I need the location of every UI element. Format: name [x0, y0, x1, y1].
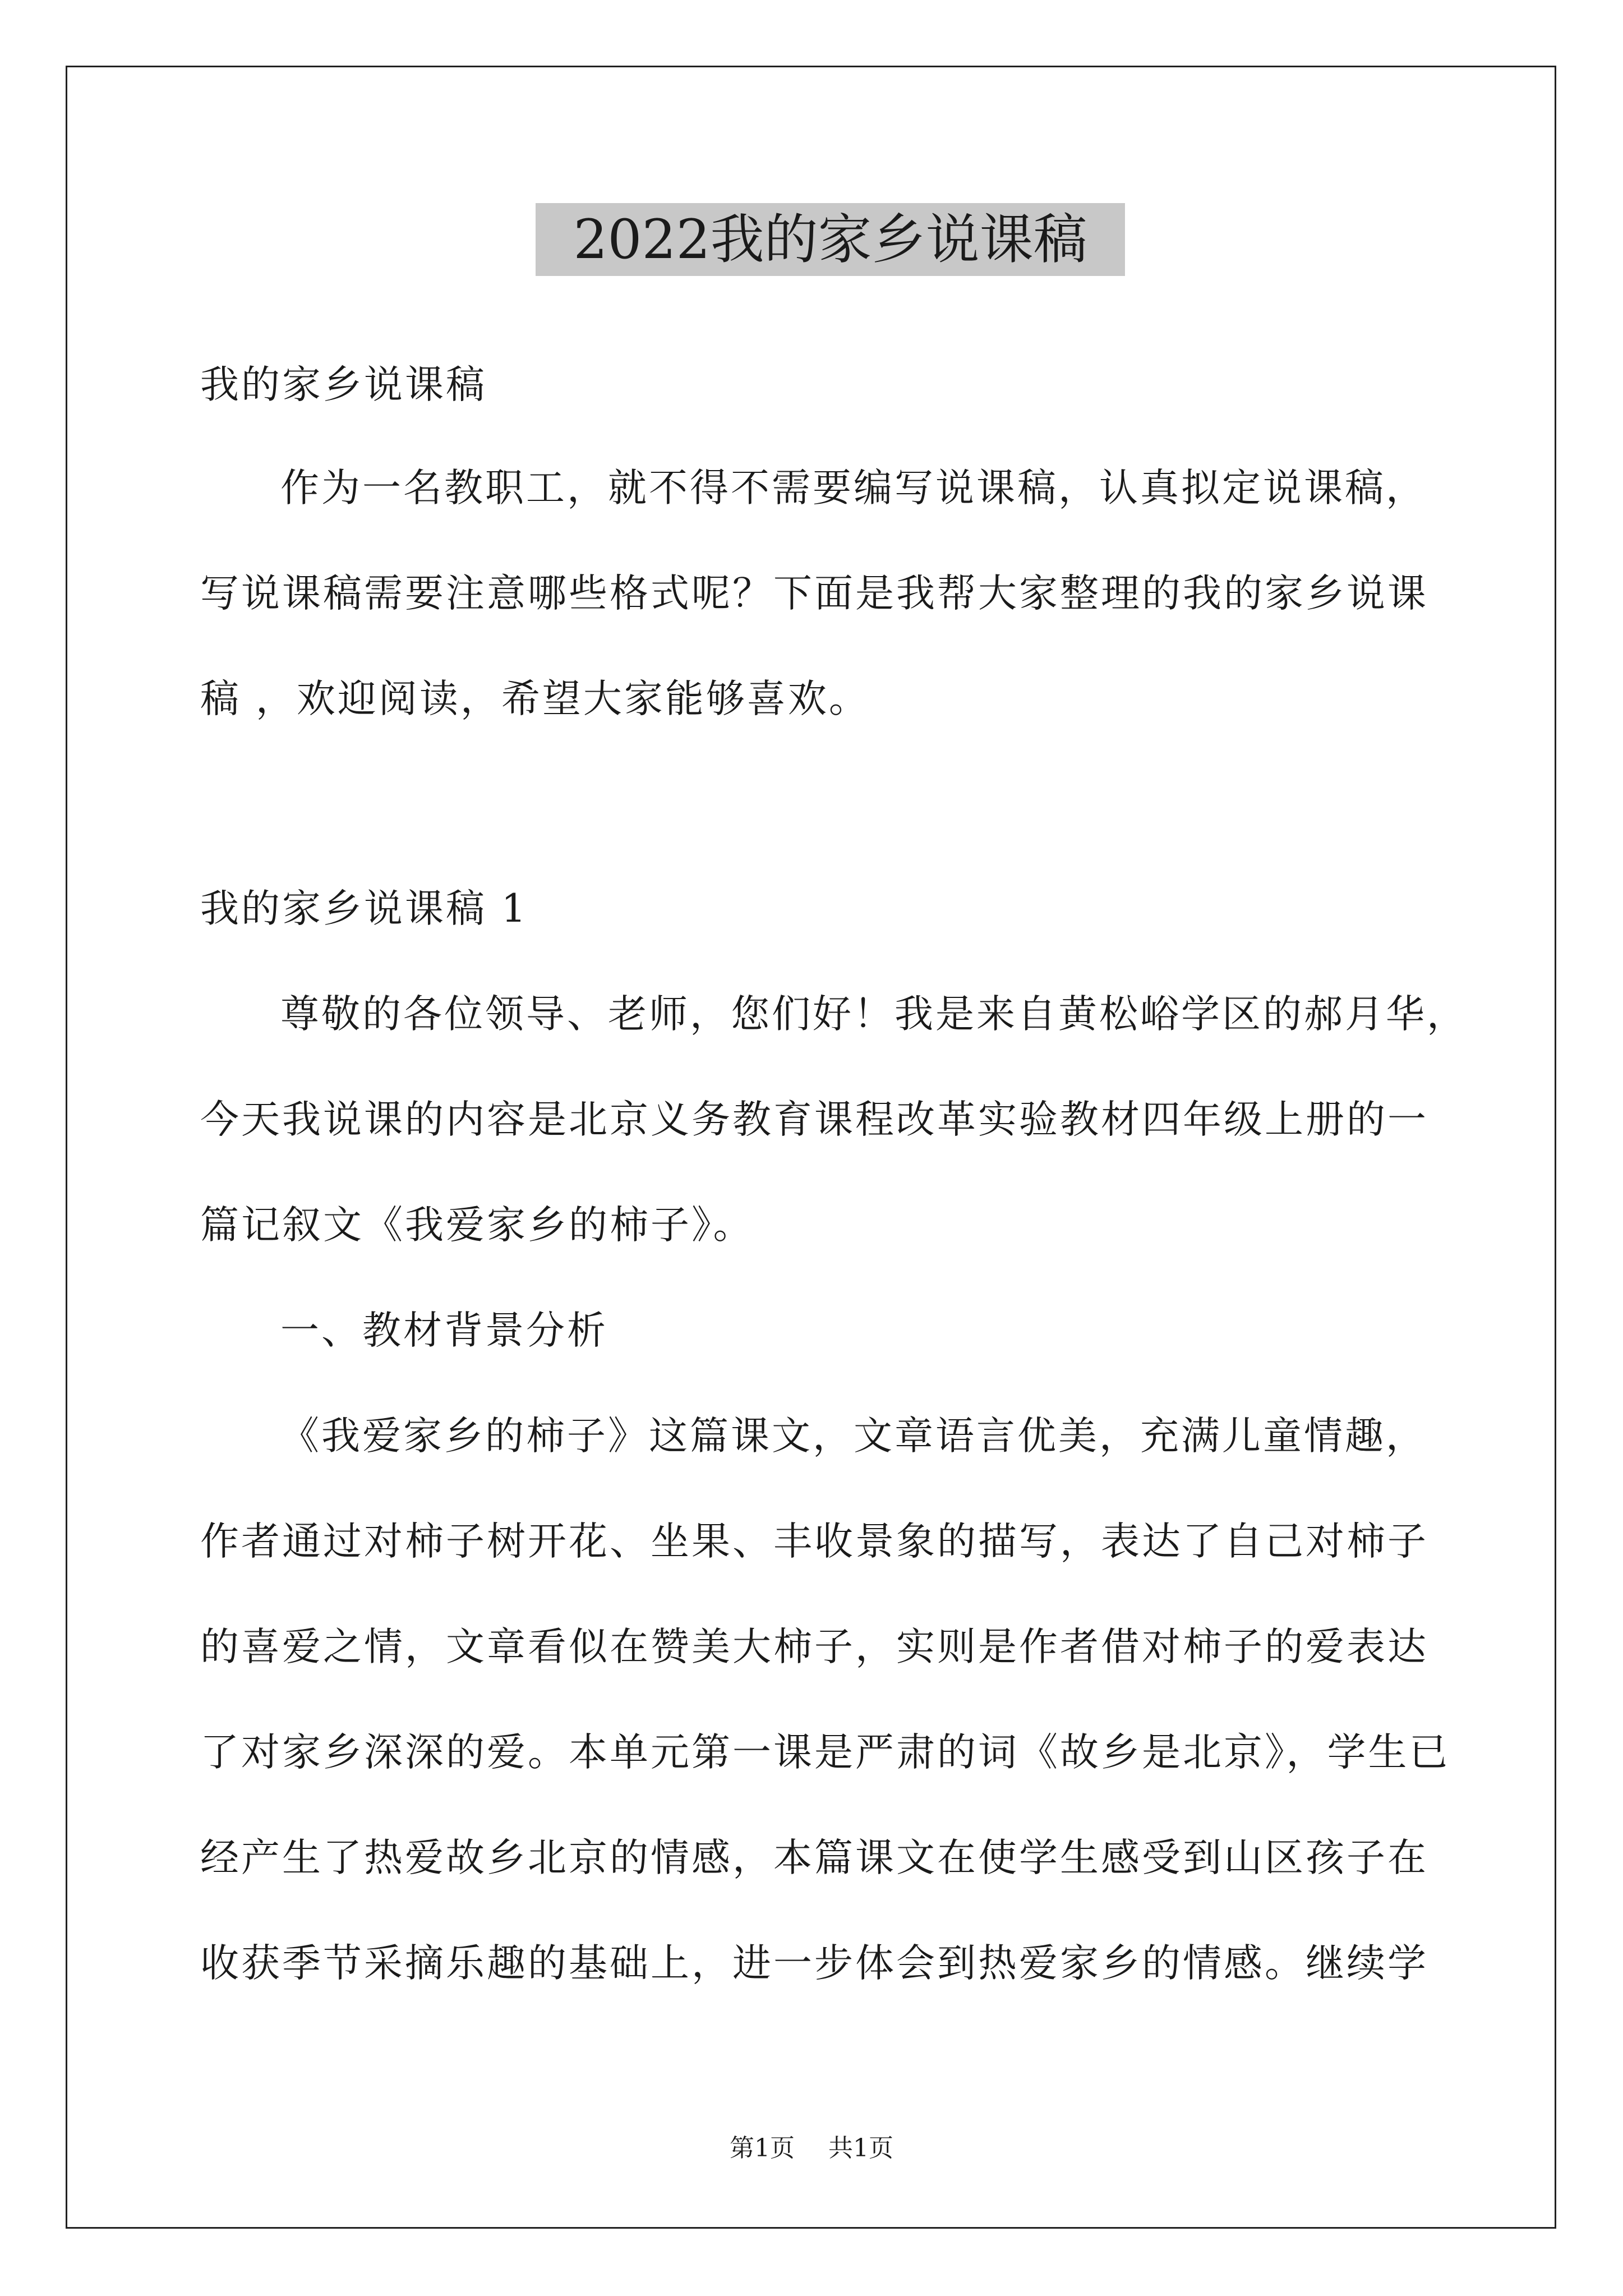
section-heading: 我的家乡说课稿 1	[200, 886, 528, 931]
intro-line-2: 写说课稿需要注意哪些格式呢？下面是我帮大家整理的我的家乡说课	[200, 571, 1428, 616]
intro-line-1: 作为一名教职工，就不得不需要编写说课稿，认真拟定说课稿，	[280, 466, 1427, 510]
intro-line-3: 稿 ，欢迎阅读，希望大家能够喜欢。	[200, 677, 870, 721]
page-number: 第1页	[730, 2134, 795, 2162]
greeting-line-3: 篇记叙文《我爱家乡的柿子》。	[200, 1203, 754, 1248]
page-total: 共1页	[828, 2134, 893, 2162]
greeting-line-1: 尊敬的各位领导、老师，您们好！我是来自黄松峪学区的郝月华，	[280, 992, 1468, 1037]
analysis-line-4: 了对家乡深深的爱。本单元第一课是严肃的词《故乡是北京》，学生已	[200, 1730, 1450, 1775]
analysis-line-3: 的喜爱之情，文章看似在赞美大柿子，实则是作者借对柿子的爱表达	[200, 1625, 1428, 1669]
page-footer	[0, 2132, 1623, 2165]
document-title: 2022我的家乡说课稿	[536, 203, 1125, 276]
greeting-line-2: 今天我说课的内容是北京义务教育课程改革实验教材四年级上册的一	[200, 1097, 1428, 1142]
part-heading: 一、教材背景分析	[280, 1308, 608, 1353]
analysis-line-6: 收获季节采摘乐趣的基础上，进一步体会到热爱家乡的情感。继续学	[200, 1941, 1428, 1986]
analysis-line-1: 《我爱家乡的柿子》这篇课文，文章语言优美，充满儿童情趣，	[280, 1414, 1427, 1458]
analysis-line-5: 经产生了热爱故乡北京的情感，本篇课文在使学生感受到山区孩子在	[200, 1835, 1428, 1880]
analysis-line-2: 作者通过对柿子树开花、坐果、丰收景象的描写，表达了自己对柿子	[200, 1519, 1428, 1564]
subtitle: 我的家乡说课稿	[200, 362, 487, 407]
